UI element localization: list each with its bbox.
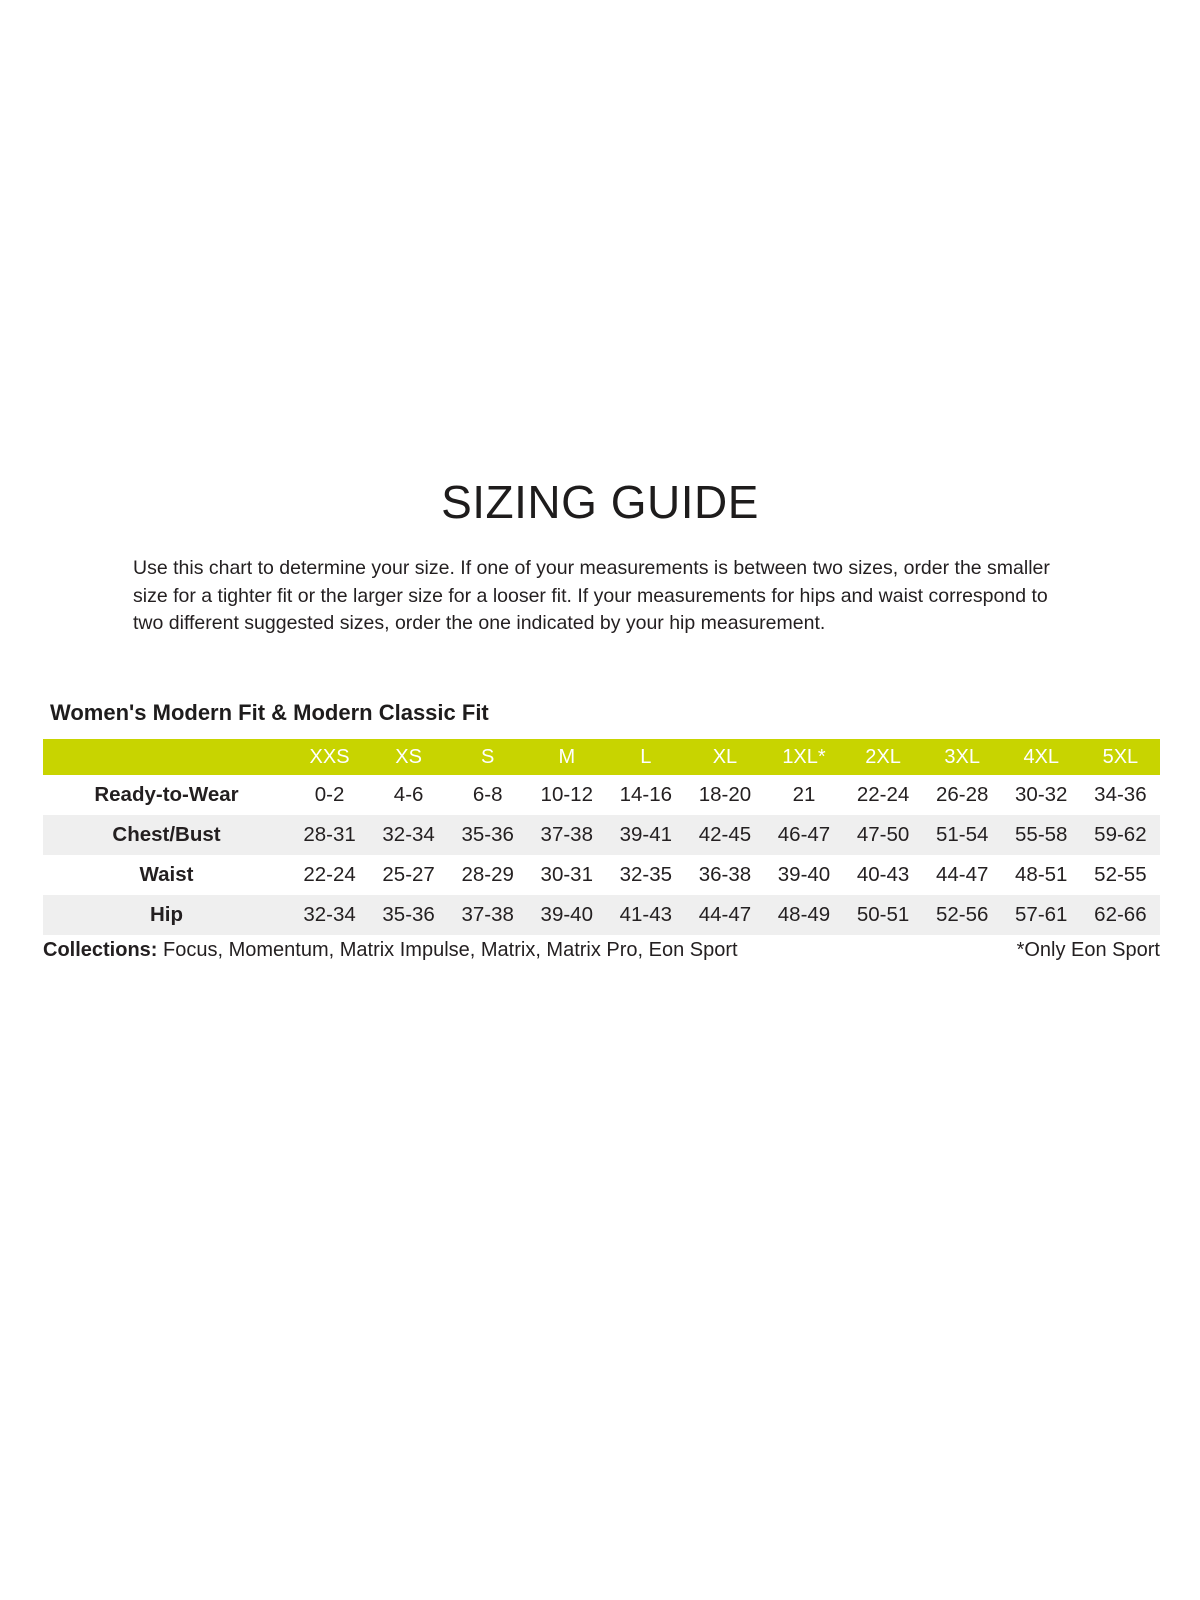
size-value-cell: 25-27 xyxy=(382,863,435,886)
size-value-cell: 47-50 xyxy=(856,823,910,846)
collections-list: Focus, Momentum, Matrix Impulse, Matrix, Matrix Pro, Eon Sport xyxy=(157,939,738,961)
size-value-cell: 42-45 xyxy=(698,823,752,846)
size-value-cell: 62-66 xyxy=(1094,903,1147,926)
sizing-table xyxy=(43,739,1160,935)
size-value-cell: 50-51 xyxy=(856,903,910,926)
intro-line: two different suggested sizes, order the one indicated by your hip measurement. xyxy=(133,612,826,635)
size-value-cell: 39-41 xyxy=(619,823,673,846)
collections-text xyxy=(43,939,738,962)
size-value-cell: 4-6 xyxy=(393,783,424,806)
size-value-cell: 6-8 xyxy=(472,783,503,806)
size-value-cell: 41-43 xyxy=(619,903,673,926)
table-row-waist xyxy=(43,855,1160,895)
section-title: Women's Modern Fit & Modern Classic Fit xyxy=(50,700,489,725)
size-header-cell: L xyxy=(606,739,685,775)
size-value-cell: 44-47 xyxy=(935,863,989,886)
size-value-cell: 51-54 xyxy=(935,823,989,846)
size-value-cell: 35-36 xyxy=(382,903,435,926)
row-label: Hip xyxy=(149,903,184,926)
size-value-cell: 39-40 xyxy=(777,863,831,886)
size-value-cell: 30-32 xyxy=(1015,783,1068,806)
size-value-cell: 40-43 xyxy=(856,863,910,886)
size-value-cell: 48-51 xyxy=(1015,863,1068,886)
table-row-chest-bust xyxy=(43,815,1160,855)
row-label: Waist xyxy=(139,863,194,886)
size-header-cell: XL xyxy=(685,739,764,775)
size-value-cell: 14-16 xyxy=(619,783,673,806)
size-header-cell: XS xyxy=(369,739,448,775)
size-value-cell: 32-34 xyxy=(303,903,356,926)
size-header-cell: 5XL xyxy=(1081,739,1160,775)
page-title: SIZING GUIDE xyxy=(441,476,759,528)
intro-line: size for a tighter fit or the larger size for a looser fit. If your measurements for hips and waist correspond to xyxy=(133,584,1048,607)
size-value-cell: 39-40 xyxy=(540,903,593,926)
size-header-row xyxy=(43,739,1160,775)
size-value-cell: 46-47 xyxy=(777,823,831,846)
asterisk-note: *Only Eon Sport xyxy=(1016,939,1160,961)
table-row-ready-to-wear xyxy=(43,775,1160,815)
size-header-cell: S xyxy=(448,739,527,775)
intro-line: Use this chart to determine your size. If one of your measurements is between two sizes, order the smaller xyxy=(133,557,1050,579)
size-value-cell: 35-36 xyxy=(461,823,514,846)
table-row-hip xyxy=(43,895,1160,935)
size-value-cell: 48-49 xyxy=(777,903,831,926)
size-value-cell: 28-29 xyxy=(461,863,514,886)
size-value-cell: 36-38 xyxy=(698,863,752,886)
size-header-cell: 1XL* xyxy=(764,739,843,775)
size-value-cell: 28-31 xyxy=(303,823,356,846)
size-value-cell: 59-62 xyxy=(1094,823,1147,846)
size-value-cell: 34-36 xyxy=(1094,783,1147,806)
size-header-empty-cell xyxy=(43,739,290,775)
size-header-cell: XXS xyxy=(290,739,369,775)
size-value-cell: 52-55 xyxy=(1094,863,1147,886)
row-label: Chest/Bust xyxy=(112,823,221,846)
sizing-table-container xyxy=(43,739,1160,935)
collections-label: Collections: xyxy=(43,939,158,961)
size-value-cell: 26-28 xyxy=(935,783,989,806)
size-value-cell: 44-47 xyxy=(698,903,752,926)
size-value-cell: 52-56 xyxy=(935,903,989,926)
size-value-cell: 30-31 xyxy=(540,863,593,886)
size-value-cell: 57-61 xyxy=(1015,903,1068,926)
size-header-cell: 3XL xyxy=(923,739,1002,775)
size-header-cell: 2XL xyxy=(844,739,923,775)
size-header-cell: M xyxy=(527,739,606,775)
row-label: Ready-to-Wear xyxy=(94,783,239,806)
size-value-cell: 0-2 xyxy=(314,783,345,806)
size-value-cell: 18-20 xyxy=(698,783,752,806)
size-value-cell: 32-35 xyxy=(619,863,673,886)
size-value-cell: 10-12 xyxy=(540,783,593,806)
size-value-cell: 37-38 xyxy=(461,903,514,926)
size-value-cell: 32-34 xyxy=(382,823,435,846)
size-value-cell: 37-38 xyxy=(540,823,593,846)
collections-footer xyxy=(43,939,1160,962)
size-value-cell: 22-24 xyxy=(303,863,356,886)
size-value-cell: 55-58 xyxy=(1015,823,1068,846)
intro-paragraph xyxy=(133,555,1073,638)
size-value-cell: 21 xyxy=(792,783,816,806)
size-value-cell: 22-24 xyxy=(856,783,910,806)
size-header-cell: 4XL xyxy=(1002,739,1081,775)
